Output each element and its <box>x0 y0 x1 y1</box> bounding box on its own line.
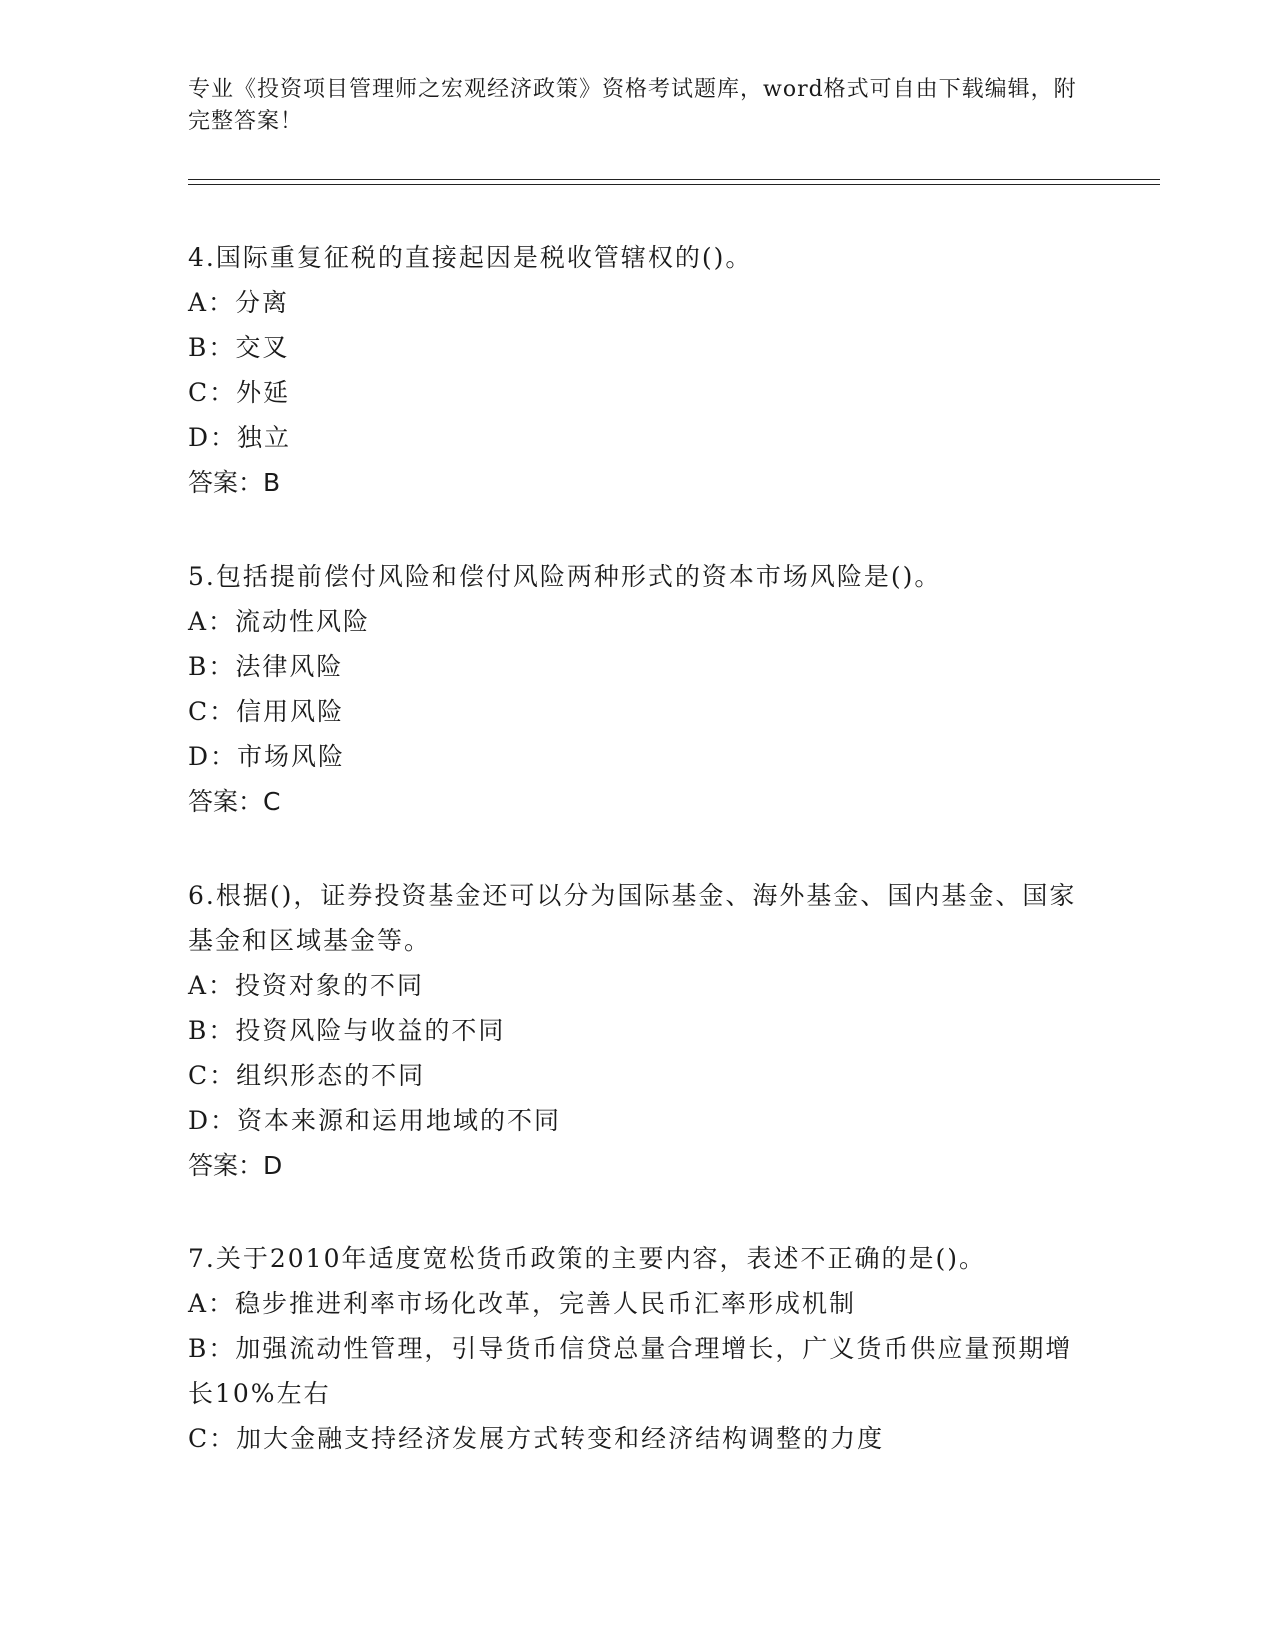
option-a: A：分离 <box>188 288 290 317</box>
option-d: D：独立 <box>188 423 292 452</box>
answer: 答案：B <box>188 468 281 497</box>
answer: 答案：C <box>188 787 281 816</box>
option-a: A：流动性风险 <box>188 607 371 636</box>
option-b: B：投资风险与收益的不同 <box>188 1016 506 1045</box>
option-d: D：资本来源和运用地域的不同 <box>188 1106 562 1135</box>
option-b: B：加强流动性管理，引导货币信贷总量合理增长，广义货币供应量预期增长10%左右 <box>188 1334 1073 1408</box>
answer: 答案：D <box>188 1151 283 1180</box>
option-a: A：投资对象的不同 <box>188 971 425 1000</box>
header-divider-top <box>188 179 1160 180</box>
option-c: C：组织形态的不同 <box>188 1061 426 1090</box>
option-b: B：交叉 <box>188 333 290 362</box>
question-stem: 6.根据()，证券投资基金还可以分为国际基金、海外基金、国内基金、国家基金和区域基金等。 <box>188 881 1077 955</box>
option-a: A：稳步推进利率市场化改革，完善人民币汇率形成机制 <box>188 1289 857 1318</box>
question-7 <box>188 1236 1088 1461</box>
question-stem: 4.国际重复征税的直接起因是税收管辖权的()。 <box>188 243 753 272</box>
option-c: C：加大金融支持经济发展方式转变和经济结构调整的力度 <box>188 1424 885 1453</box>
option-c: C：外延 <box>188 378 291 407</box>
header-divider-bottom <box>188 184 1160 185</box>
document-header: 专业《投资项目管理师之宏观经济政策》资格考试题库，word格式可自由下载编辑，附完整答案！ <box>188 77 1077 134</box>
option-c: C：信用风险 <box>188 697 345 726</box>
option-d: D：市场风险 <box>188 742 346 771</box>
question-4 <box>188 235 1088 506</box>
question-6 <box>188 873 1088 1189</box>
question-stem: 5.包括提前偿付风险和偿付风险两种形式的资本市场风险是()。 <box>188 562 942 591</box>
question-stem: 7.关于2010年适度宽松货币政策的主要内容，表述不正确的是()。 <box>188 1244 986 1273</box>
question-5 <box>188 554 1088 825</box>
option-b: B：法律风险 <box>188 652 344 681</box>
